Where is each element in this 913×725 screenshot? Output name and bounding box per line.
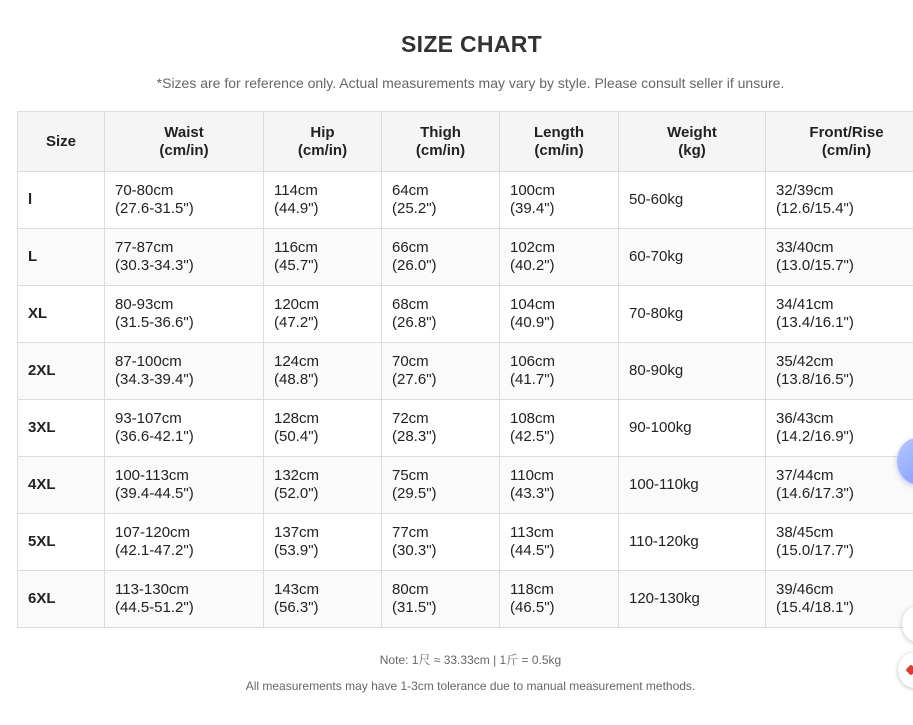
thigh-cell: 75cm (29.5") xyxy=(382,457,500,514)
column-header-size: Size xyxy=(18,112,105,172)
table-row xyxy=(18,343,913,400)
front-rise-cell: 33/40cm (13.0/15.7") xyxy=(766,229,913,286)
hip-cell: 137cm (53.9") xyxy=(264,514,382,571)
hip-cell: 132cm (52.0") xyxy=(264,457,382,514)
front-rise-cell: 37/44cm (14.6/17.3") xyxy=(766,457,913,514)
table-row xyxy=(18,172,913,229)
waist-cell: 70-80cm (27.6-31.5") xyxy=(105,172,264,229)
thigh-cell: 77cm (30.3") xyxy=(382,514,500,571)
length-cell: 113cm (44.5") xyxy=(500,514,619,571)
table-row xyxy=(18,286,913,343)
size-cell: 5XL xyxy=(18,514,105,571)
length-cell: 118cm (46.5") xyxy=(500,571,619,628)
size-chart-table xyxy=(17,111,913,628)
front-rise-cell: 38/45cm (15.0/17.7") xyxy=(766,514,913,571)
hip-cell: 128cm (50.4") xyxy=(264,400,382,457)
table-row xyxy=(18,514,913,571)
table-row xyxy=(18,457,913,514)
table-row xyxy=(18,229,913,286)
red-dot-icon xyxy=(905,664,913,675)
column-header-thigh: Thigh (cm/in) xyxy=(382,112,500,172)
size-cell: 4XL xyxy=(18,457,105,514)
size-cell: l xyxy=(18,172,105,229)
column-header-waist: Waist (cm/in) xyxy=(105,112,264,172)
size-cell: 3XL xyxy=(18,400,105,457)
table-header-row xyxy=(18,112,913,172)
weight-cell: 60-70kg xyxy=(619,229,766,286)
length-cell: 102cm (40.2") xyxy=(500,229,619,286)
column-header-length: Length (cm/in) xyxy=(500,112,619,172)
table-row xyxy=(18,400,913,457)
size-cell: XL xyxy=(18,286,105,343)
size-cell: L xyxy=(18,229,105,286)
column-header-hip: Hip (cm/in) xyxy=(264,112,382,172)
hip-cell: 120cm (47.2") xyxy=(264,286,382,343)
hip-cell: 116cm (45.7") xyxy=(264,229,382,286)
front-rise-cell: 36/43cm (14.2/16.9") xyxy=(766,400,913,457)
weight-cell: 70-80kg xyxy=(619,286,766,343)
waist-cell: 93-107cm (36.6-42.1") xyxy=(105,400,264,457)
column-header-weight: Weight (kg) xyxy=(619,112,766,172)
hip-cell: 124cm (48.8") xyxy=(264,343,382,400)
length-cell: 110cm (43.3") xyxy=(500,457,619,514)
waist-cell: 100-113cm (39.4-44.5") xyxy=(105,457,264,514)
thigh-cell: 72cm (28.3") xyxy=(382,400,500,457)
weight-cell: 50-60kg xyxy=(619,172,766,229)
weight-cell: 100-110kg xyxy=(619,457,766,514)
waist-cell: 77-87cm (30.3-34.3") xyxy=(105,229,264,286)
front-rise-cell: 34/41cm (13.4/16.1") xyxy=(766,286,913,343)
front-rise-cell: 35/42cm (13.8/16.5") xyxy=(766,343,913,400)
thigh-cell: 70cm (27.6") xyxy=(382,343,500,400)
thigh-cell: 64cm (25.2") xyxy=(382,172,500,229)
thigh-cell: 66cm (26.0") xyxy=(382,229,500,286)
length-cell: 104cm (40.9") xyxy=(500,286,619,343)
weight-cell: 120-130kg xyxy=(619,571,766,628)
front-rise-cell: 32/39cm (12.6/15.4") xyxy=(766,172,913,229)
length-cell: 106cm (41.7") xyxy=(500,343,619,400)
hip-cell: 143cm (56.3") xyxy=(264,571,382,628)
waist-cell: 87-100cm (34.3-39.4") xyxy=(105,343,264,400)
weight-cell: 80-90kg xyxy=(619,343,766,400)
size-cell: 2XL xyxy=(18,343,105,400)
front-rise-cell: 39/46cm (15.4/18.1") xyxy=(766,571,913,628)
length-cell: 100cm (39.4") xyxy=(500,172,619,229)
waist-cell: 113-130cm (44.5-51.2") xyxy=(105,571,264,628)
column-header-front-rise: Front/Rise (cm/in) xyxy=(766,112,913,172)
tolerance-note: All measurements may have 1-3cm tolerance due to manual measurement methods. xyxy=(245,679,696,693)
page-title: SIZE CHART xyxy=(401,31,542,57)
length-cell: 108cm (42.5") xyxy=(500,400,619,457)
waist-cell: 80-93cm (31.5-36.6") xyxy=(105,286,264,343)
thigh-cell: 68cm (26.8") xyxy=(382,286,500,343)
table-row xyxy=(18,571,913,628)
hip-cell: 114cm (44.9") xyxy=(264,172,382,229)
disclaimer-text: *Sizes are for reference only. Actual measurements may vary by style. Please consult seller if unsure. xyxy=(156,75,785,91)
size-cell: 6XL xyxy=(18,571,105,628)
thigh-cell: 80cm (31.5") xyxy=(382,571,500,628)
weight-cell: 90-100kg xyxy=(619,400,766,457)
unit-conversion-note: Note: 1尺 ≈ 33.33cm | 1斤 = 0.5kg xyxy=(379,653,562,667)
waist-cell: 107-120cm (42.1-47.2") xyxy=(105,514,264,571)
weight-cell: 110-120kg xyxy=(619,514,766,571)
